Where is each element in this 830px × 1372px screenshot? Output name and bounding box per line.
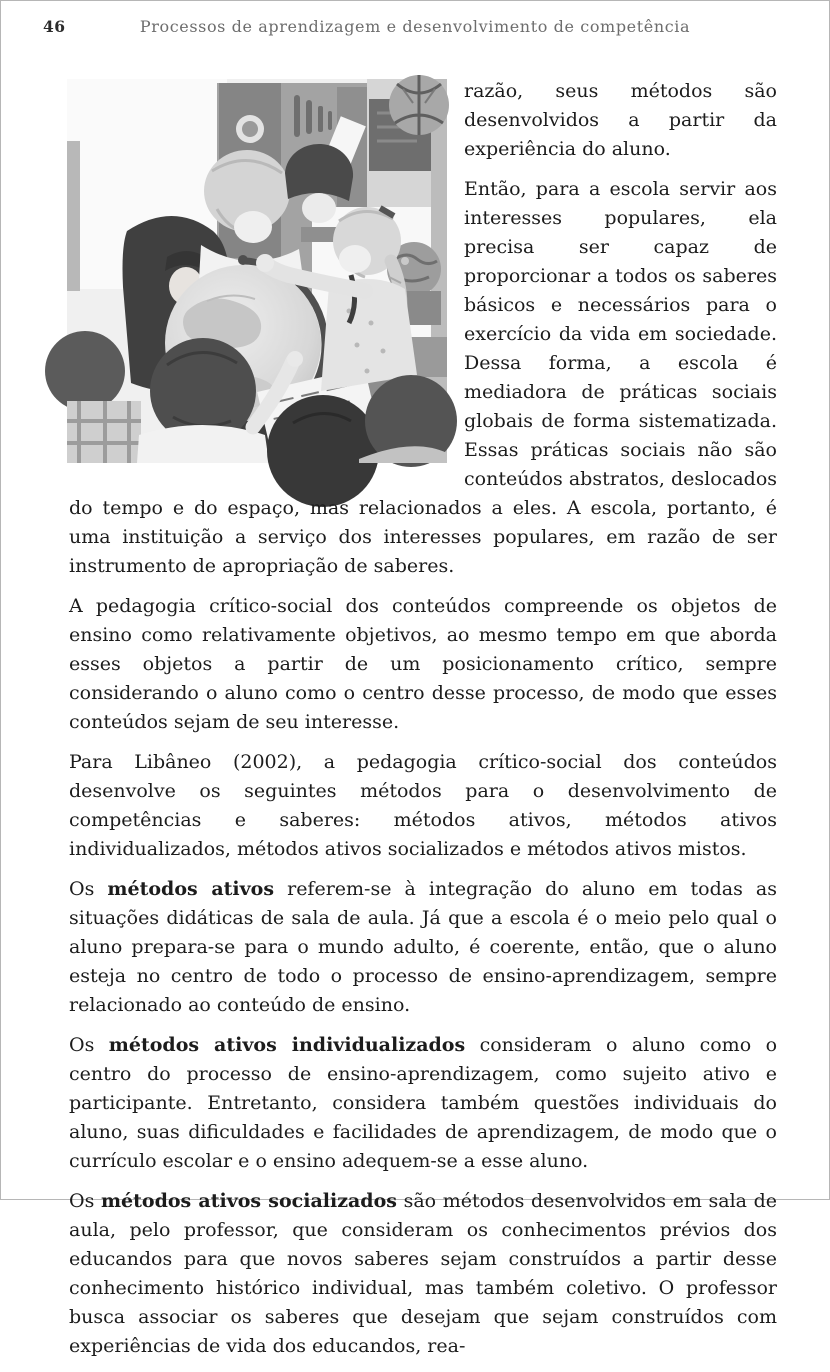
paragraph-prefix: Os bbox=[69, 1034, 109, 1056]
paragraph-escola-interesses: Então, para a escola servir aos interesses populares, ela precisa ser capaz de proporcionar a todos os saberes básicos e necessários para o exercício da vida em sociedade. Dessa forma, a escola é mediadora de práticas sociais globais de forma sistematizada. Essas práticas sociais não são conteúdos abstratos, deslocados do tempo e do espaço, mas relacionados a eles. A escola, portanto, é uma instituição a serviço dos interesses populares, em razão de ser instrumento de apropriação de saberes. bbox=[69, 178, 778, 577]
decorative-sphere bbox=[389, 75, 449, 135]
classroom-photo bbox=[67, 79, 447, 463]
bold-term-metodos-ativos-individualizados: métodos ativos individualizados bbox=[108, 1034, 466, 1056]
paragraph-metodos-ativos-individualizados bbox=[69, 1031, 777, 1176]
paragraph-pedagogia-critico-social: A pedagogia crítico-social dos conteúdos compreende os objetos de ensino como relativamente objetivos, ao mesmo tempo em que aborda esses objetos a partir de um posicionamento crítico, sempre considerando o aluno como o centro desse processo, de modo que esses conteúdos sejam de seu interesse. bbox=[69, 595, 777, 733]
paragraph-prefix: Os bbox=[69, 878, 108, 900]
running-header-title: Processos de aprendizagem e desenvolvimento de competência bbox=[139, 17, 691, 36]
bold-term-metodos-ativos: métodos ativos bbox=[107, 878, 275, 900]
paragraph-rest: consideram o aluno como o centro do processo de ensino-aprendizagem, como sujeito ativo e participante. Entretanto, considera também questões individuais do aluno, suas dificuldades e facilidades de aprendizagem, de modo que o currículo escolar e o ensino adequem-se a esse aluno. bbox=[69, 1034, 778, 1172]
bold-term-metodos-ativos-socializados: métodos ativos socializados bbox=[100, 1190, 397, 1212]
page-number: 46 bbox=[43, 17, 66, 36]
paragraph-prefix: Os bbox=[69, 1190, 101, 1212]
paragraph-metodos-ativos bbox=[69, 875, 777, 1020]
page-body bbox=[69, 77, 777, 1372]
paragraph-libaneo: Para Libâneo (2002), a pedagogia crítico-social dos conteúdos desenvolve os seguintes métodos para o desenvolvimento de competências e saberes: métodos ativos, métodos ativos individualizados, métodos ativos socializados e métodos ativos mistos. bbox=[69, 751, 777, 860]
paragraph-continuation: razão, seus métodos são desenvolvidos a partir da experiência do aluno. bbox=[464, 80, 777, 160]
classroom-photo-illustration bbox=[67, 79, 447, 463]
paragraph-metodos-ativos-socializados bbox=[69, 1187, 777, 1361]
paragraph-rest: são métodos desenvolvidos em sala de aula, pelo professor, que consideram os conhecimentos prévios dos educandos para que novos saberes sejam construídos a partir desse conhecimento histórico individual, mas também coletivo. O professor busca associar os saberes que desejam que sejam construídos com experiências de vida dos educandos, rea- bbox=[69, 1190, 777, 1357]
paragraph-rest: referem-se à integração do aluno em todas as situações didáticas de sala de aula. Já que a escola é o meio pelo qual o aluno prepara-se para o mundo adulto, é coerente, então, que o aluno esteja no centro de todo o processo de ensino-aprendizagem, sempre relacionado ao conteúdo de ensino. bbox=[69, 878, 777, 1016]
